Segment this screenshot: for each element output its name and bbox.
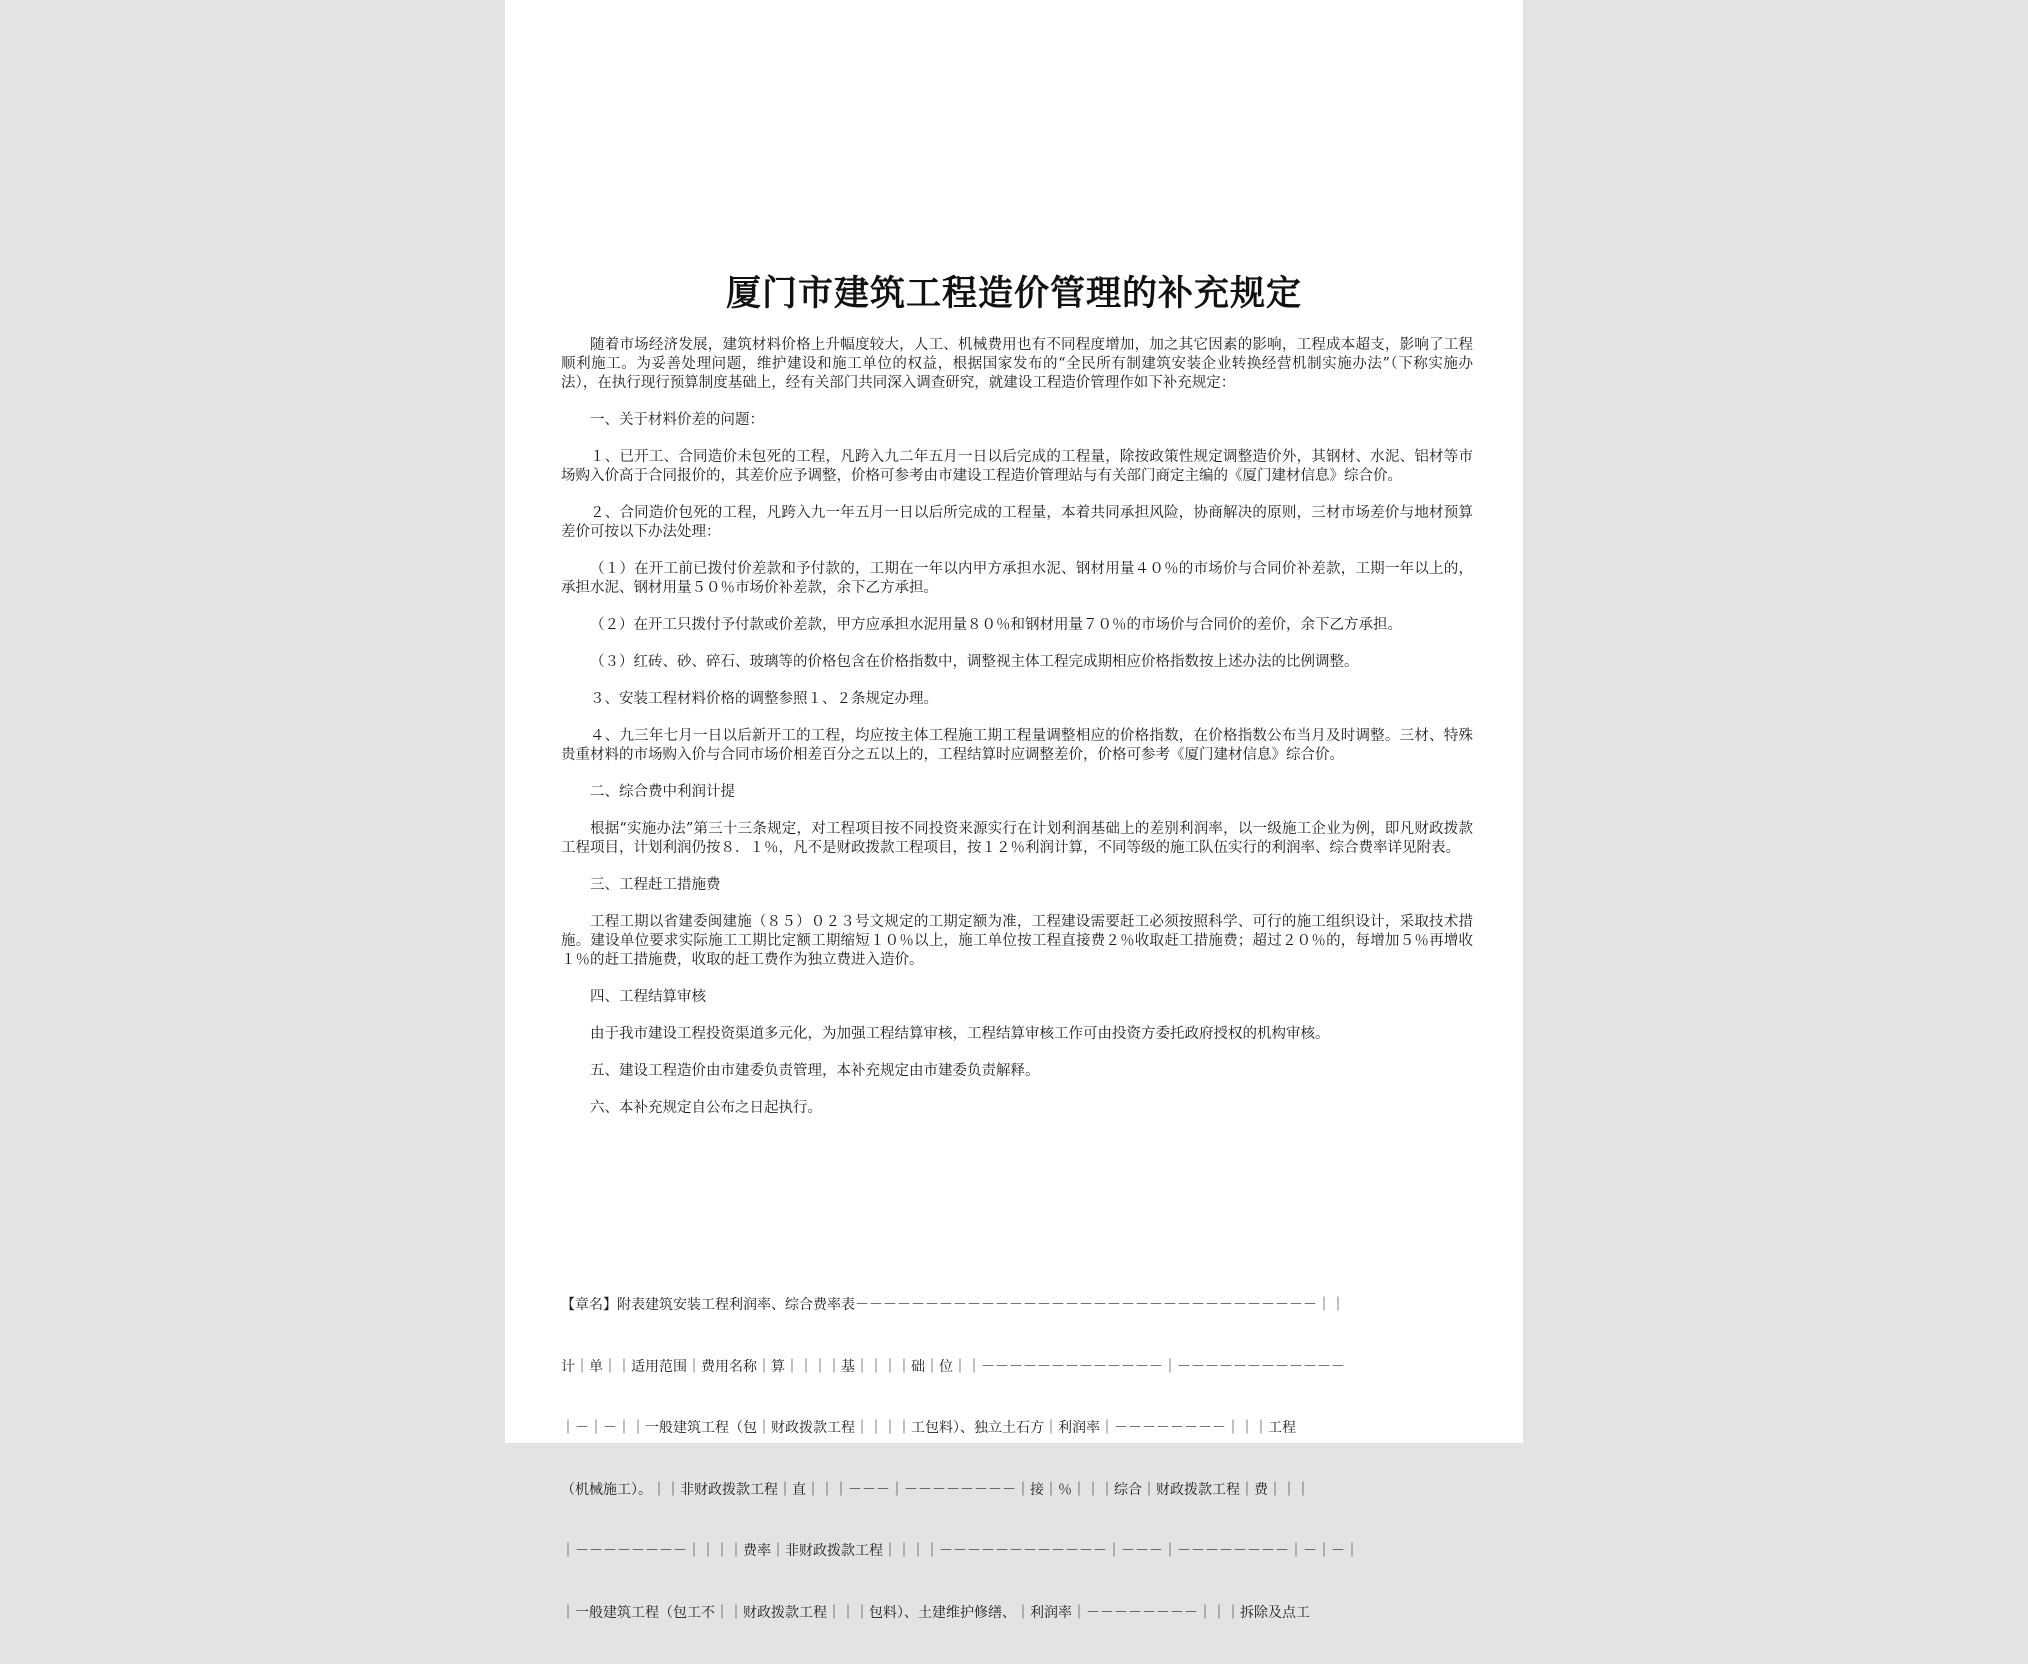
paragraph: （３）红砖、砂、碎石、玻璃等的价格包含在价格指数中，调整视主体工程完成期相应价格指数按上述办法的比例调整。	[590, 654, 1359, 670]
document-title: 厦门市建筑工程造价管理的补充规定	[725, 273, 1302, 314]
paragraph: １、已开工、合同造价未包死的工程，凡跨入九二年五月一日以后完成的工程量，除按政策性规定调整造价外，其钢材、水泥、铝材等市场购入价高于合同报价的，其差价应予调整，价格可参考由市建设工程造价管理站与有关部门商定主编的《厦门建材信息》综合价。	[561, 449, 1473, 484]
paragraph: 根据“实施办法”第三十三条规定，对工程项目按不同投资来源实行在计划利润基础上的差别利润率，以一级施工企业为例，即凡财政拨款工程项目，计划利润仍按８．１％，凡不是财政拨款工程项目，按１２％利润计算，不同等级的施工队伍实行的利润率、综合费率详见附表。	[561, 821, 1473, 856]
paragraph: ３、安装工程材料价格的调整参照１、２条规定办理。	[590, 691, 938, 707]
section-heading-1: 一、关于材料价差的问题：	[590, 412, 764, 428]
paragraph: 工程工期以省建委闽建施（８５）０２３号文规定的工期定额为准，工程建设需要赶工必须按照科学、可行的施工组织设计，采取技术措施。建设单位要求实际施工工期比定额工期缩短１０％以上，施工单位按工程直接费２％收取赶工措施费；超过２０％的，每增加５％再增收１％的赶工措施费，收取的赶工费作为独立费进入造价。	[561, 914, 1473, 968]
appendix-line: 计｜单｜｜适用范围｜费用名称｜算｜｜｜｜基｜｜｜｜础｜位｜｜－－－－－－－－－－－－－｜－－－－－－－－－－－－	[561, 1358, 1345, 1375]
paragraph: （１）在开工前已拨付价差款和予付款的，工期在一年以内甲方承担水泥、钢材用量４０％的市场价与合同价补差款，工期一年以上的，承担水泥、钢材用量５０％市场价补差款，余下乙方承担。	[561, 561, 1473, 596]
paragraph: ４、九三年七月一日以后新开工的工程，均应按主体工程施工期工程量调整相应的价格指数，在价格指数公布当月及时调整。三材、特殊贵重材料的市场购入价与合同市场价相差百分之五以上的，工程结算时应调整差价，价格可参考《厦门建材信息》综合价。	[561, 728, 1473, 763]
appendix-line: ｜－－－－－－－－｜｜｜｜费率｜非财政拨款工程｜｜｜｜－－－－－－－－－－－－｜－－－｜－－－－－－－－｜－｜－｜	[561, 1543, 1359, 1559]
paragraph: 由于我市建设工程投资渠道多元化，为加强工程结算审核，工程结算审核工作可由投资方委托政府授权的机构审核。	[590, 1026, 1330, 1042]
section-heading-4: 四、工程结算审核	[590, 989, 706, 1005]
paragraph-intro: 随着市场经济发展，建筑材料价格上升幅度较大，人工、机械费用也有不同程度增加，加之其它因素的影响，工程成本超支，影响了工程顺利施工。为妥善处理问题，维护建设和施工单位的权益，根据国家发布的“全民所有制建筑安装企业转换经营机制实施办法”（下称实施办法），在执行现行预算制度基础上，经有关部门共同深入调查研究，就建设工程造价管理作如下补充规定：	[561, 337, 1473, 391]
appendix-line: ｜一般建筑工程（包工不｜｜财政拨款工程｜｜｜包料）、土建维护修缮、｜利润率｜－－－－－－－－｜｜｜拆除及点工	[561, 1604, 1310, 1621]
appendix-line: （机械施工）。｜｜非财政拨款工程｜直｜｜｜－－－｜－－－－－－－－｜接｜％｜｜｜综合｜财政拨款工程｜费｜｜｜	[561, 1481, 1310, 1498]
appendix-line: ｜－｜－｜｜一般建筑工程（包｜财政拨款工程｜｜｜｜工包料）、独立土石方｜利润率｜－－－－－－－－｜｜｜工程	[561, 1420, 1296, 1436]
document-body	[561, 336, 1473, 1136]
paragraph: 六、本补充规定自公布之日起执行。	[590, 1100, 822, 1116]
paragraph: （２）在开工只拨付予付款或价差款，甲方应承担水泥用量８０％和钢材用量７０％的市场价与合同价的差价，余下乙方承担。	[590, 617, 1402, 633]
appendix-table-text	[561, 1254, 1473, 1664]
section-heading-3: 三、工程赶工措施费	[590, 877, 721, 893]
paragraph: ２、合同造价包死的工程，凡跨入九一年五月一日以后所完成的工程量，本着共同承担风险，协商解决的原则，三材市场差价与地材预算差价可按以下办法处理：	[561, 505, 1473, 540]
paragraph: 五、建设工程造价由市建委负责管理，本补充规定由市建委负责解释。	[590, 1063, 1040, 1079]
section-heading-2: 二、综合费中利润计提	[590, 784, 735, 800]
appendix-line: 【章名】附表建筑安装工程利润率、综合费率表－－－－－－－－－－－－－－－－－－－－－－－－－－－－－－－－－｜｜	[561, 1297, 1345, 1313]
document-page	[505, 0, 1523, 1621]
